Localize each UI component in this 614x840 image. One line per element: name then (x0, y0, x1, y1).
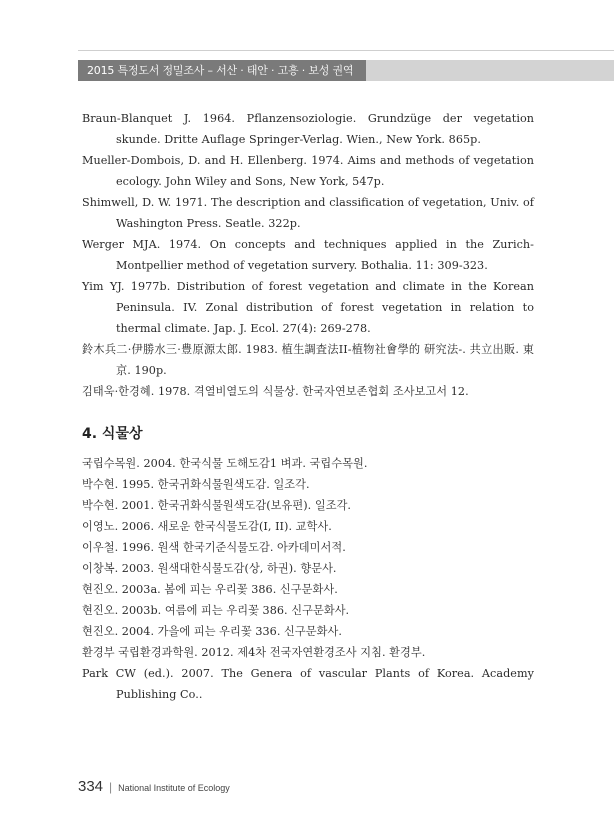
reference-item: 현진오. 2003b. 여름에 피는 우리꽃 386. 신구문화사. (82, 604, 350, 617)
reference-item: 박수현. 2001. 한국귀화식물원색도감(보유편). 일조각. (82, 499, 352, 512)
reference-item: 鈴木兵二·伊勝水三·豊原源太郎. 1983. 植生調査法II-植物社會學的 研究法-. 共立出販. 東京. 190p. (82, 343, 534, 377)
reference-list-flora (82, 453, 534, 705)
header-rule (78, 50, 614, 51)
reference-item: 이창복. 2003. 원색대한식물도감(상, 하권). 향문사. (82, 562, 337, 575)
reference-item: 이우철. 1996. 원색 한국기준식물도감. 아카데미서적. (82, 541, 346, 554)
reference-item: Mueller-Dombois, D. and H. Ellenberg. 1974. Aims and methods of vegetation ecology. John Wiley and Sons, New York, 547p. (82, 154, 534, 188)
page-footer (78, 778, 230, 796)
reference-item: Yim YJ. 1977b. Distribution of forest vegetation and climate in the Korean Peninsula. IV. Zonal distribution of forest vegetation in relation to thermal climate. Jap. J. Ecol. 27(4): 269-278. (82, 280, 534, 335)
reference-item: Park CW (ed.). 2007. The Genera of vascular Plants of Korea. Academy Publishing Co.. (82, 667, 534, 701)
running-header-title: 2015 특정도서 정밀조사 – 서산 · 태안 · 고흥 · 보성 권역 (78, 60, 366, 81)
reference-item: 김태욱·한경혜. 1978. 격열비열도의 식물상. 한국자연보존협회 조사보고서 12. (82, 385, 469, 398)
reference-item: Braun-Blanquet J. 1964. Pflanzensoziologie. Grundzüge der vegetation skunde. Dritte Auflage Springer-Verlag. Wien., New York. 865p. (82, 112, 534, 146)
footer-institution: National Institute of Ecology (118, 783, 230, 793)
reference-item: 이영노. 2006. 새로운 한국식물도감(I, II). 교학사. (82, 520, 332, 533)
reference-item: 환경부 국립환경과학원. 2012. 제4차 전국자연환경조사 지침. 환경부. (82, 646, 426, 659)
reference-item: 현진오. 2003a. 봄에 피는 우리꽃 386. 신구문화사. (82, 583, 338, 596)
footer-separator: | (109, 780, 113, 794)
reference-item: 국립수목원. 2004. 한국식물 도해도감1 벼과. 국립수목원. (82, 457, 368, 470)
reference-item: Shimwell, D. W. 1971. The description and classification of vegetation, Univ. of Washington Press. Seatle. 322p. (82, 196, 534, 230)
reference-item: 현진오. 2004. 가을에 피는 우리꽃 336. 신구문화사. (82, 625, 342, 638)
page-number: 334 (78, 778, 104, 795)
reference-list-vegetation (82, 108, 534, 402)
reference-item: 박수현. 1995. 한국귀화식물원색도감. 일조각. (82, 478, 310, 491)
section-heading-flora: 4. 식물상 (82, 426, 143, 442)
reference-item: Werger MJA. 1974. On concepts and techniques applied in the Zurich-Montpellier method of vegetation survery. Bothalia. 11: 309-323. (82, 238, 534, 272)
